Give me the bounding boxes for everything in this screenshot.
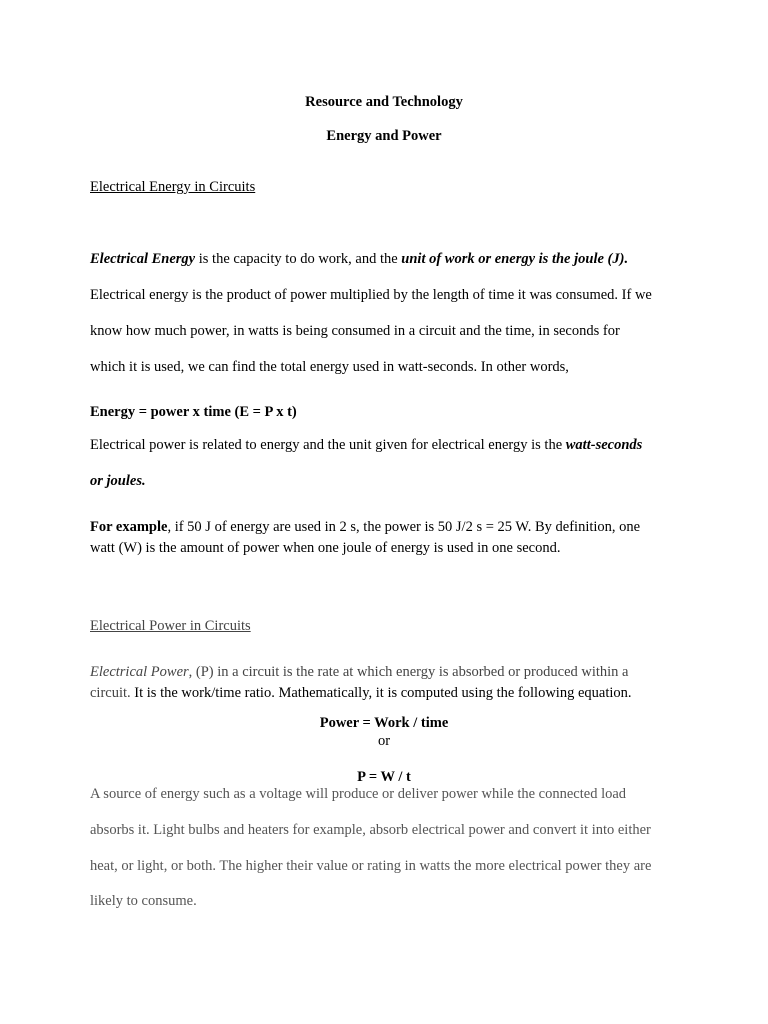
power-definition-line-2 [90, 683, 632, 703]
power-equation: Power = Work / time [319, 715, 449, 731]
power-paragraph-line-3: heat, or light, or both. The higher their value or rating in watts the more electrical power they are [90, 858, 652, 874]
energy-definition [90, 249, 628, 269]
topic-title: Energy and Power [326, 128, 442, 144]
energy-definition-text: is the capacity to do work, and the [195, 251, 402, 267]
power-energy-relation-line-1 [90, 435, 642, 455]
course-title: Resource and Technology [305, 94, 463, 110]
relation-unit-2: or joules. [90, 473, 146, 489]
energy-paragraph-line-2: know how much power, in watts is being consumed in a circuit and the time, in seconds for [90, 323, 620, 339]
power-definition-line-1 [90, 662, 629, 682]
power-definition-grey: circuit. [90, 685, 135, 701]
section-heading-power: Electrical Power in Circuits [90, 618, 251, 634]
example-line-2: watt (W) is the amount of power when one joule of energy is used in one second. [90, 540, 561, 556]
power-equation-short: P = W / t [357, 769, 411, 785]
equation-or: or [377, 733, 391, 749]
power-paragraph-line-2: absorbs it. Light bulbs and heaters for example, absorb electrical power and convert it into either [90, 822, 651, 838]
example-line-1 [90, 517, 640, 537]
relation-unit-1: watt-seconds [565, 437, 643, 453]
energy-paragraph-line-1: Electrical energy is the product of power multiplied by the length of time it was consumed. If we [90, 287, 652, 303]
energy-paragraph-line-3: which it is used, we can find the total energy used in watt-seconds. In other words, [90, 359, 569, 375]
power-definition-text: , (P) in a circuit is the rate at which energy is absorbed or produced within a [188, 664, 629, 680]
example-text-1: , if 50 J of energy are used in 2 s, the power is 50 J/2 s = 25 W. By definition, one [167, 519, 641, 535]
relation-text: Electrical power is related to energy and the unit given for electrical energy is the [90, 437, 566, 453]
power-term: Electrical Power [90, 664, 189, 680]
power-paragraph-line-4: likely to consume. [90, 893, 197, 909]
power-paragraph-line-1: A source of energy such as a voltage will produce or deliver power while the connected load [90, 786, 627, 802]
energy-term: Electrical Energy [90, 251, 196, 267]
energy-formula: Energy = power x time (E = P x t) [90, 404, 297, 420]
example-label: For example [90, 519, 168, 535]
power-definition-rest: It is the work/time ratio. Mathematically, it is computed using the following equation. [134, 685, 632, 701]
section-heading-energy: Electrical Energy in Circuits [90, 179, 256, 195]
energy-unit: unit of work or energy is the joule (J). [401, 251, 629, 267]
